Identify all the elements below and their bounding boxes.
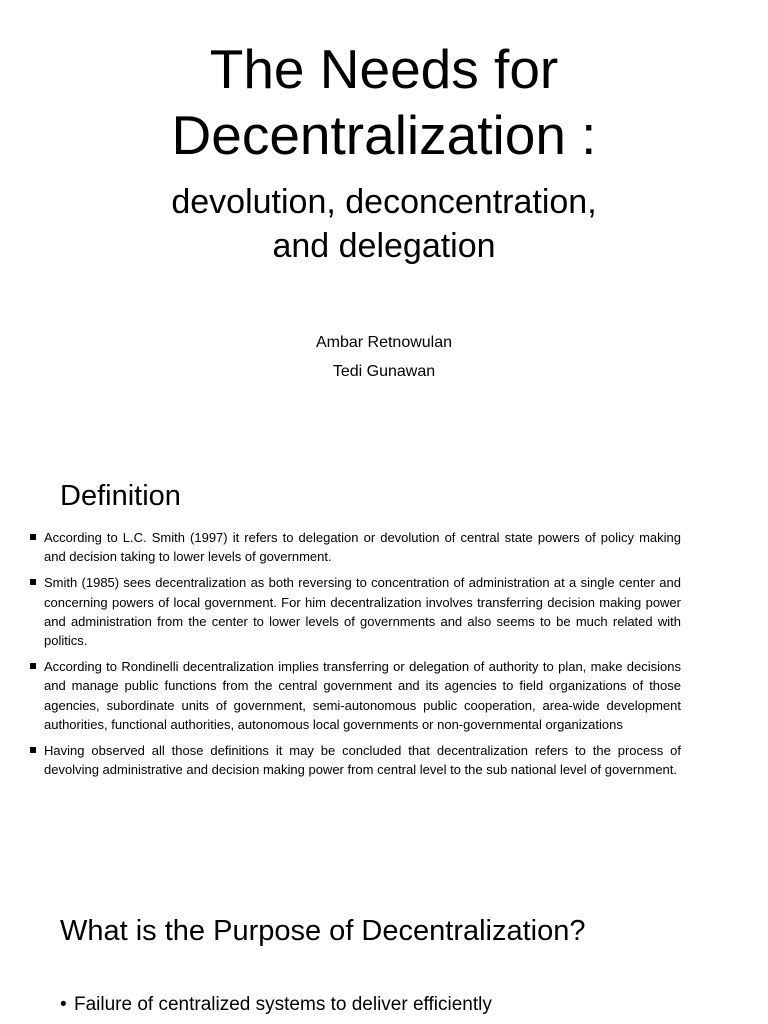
- list-item: [28, 657, 681, 734]
- definition-text: Smith (1985) sees decentralization as both reversing to concentration of administration at a single center and concerning powers of local government. For him decentralization involves transferring decision making power and administration from the center to lower levels of governments and also seems to be much related with politics.: [44, 575, 681, 649]
- subtitle-line-2: and delegation: [272, 227, 496, 265]
- definition-text: Having observed all those definitions it may be concluded that decentralization refers to the process of devolving administrative and decision making power from central level to the sub national level of government.: [44, 743, 681, 778]
- slide-subtitle: [0, 180, 768, 268]
- square-bullet-icon: [30, 534, 36, 540]
- definition-slide: [0, 448, 768, 880]
- list-item: [28, 573, 681, 650]
- author-name: Ambar Retnowulan: [315, 334, 453, 351]
- square-bullet-icon: [30, 663, 36, 669]
- purpose-text: Failure of centralized systems to deliver efficiently: [74, 994, 492, 1015]
- title-slide: [0, 0, 768, 432]
- list-item: [28, 741, 681, 779]
- subtitle-line-1: devolution, deconcentration,: [171, 183, 597, 221]
- title-line-1: The Needs for: [209, 38, 559, 100]
- list-item: [60, 992, 492, 1018]
- definition-text: According to L.C. Smith (1997) it refers to delegation or devolution of central state powers of policy making and decision taking to lower levels of government.: [44, 530, 681, 565]
- title-line-2: Decentralization :: [171, 104, 597, 166]
- slide-title: [0, 36, 768, 168]
- definition-text: According to Rondinelli decentralization implies transferring or delegation of authority to plan, make decisions and manage public functions from the central government and its agencies to field organizations of those agencies, subordinate units of government, semi-autonomous public cooperation, area-wide development authorities, functional authorities, autonomous local governments or non-governmental organizations: [44, 659, 681, 732]
- square-bullet-icon: [30, 747, 36, 753]
- round-bullet-icon: •: [60, 994, 67, 1015]
- purpose-slide: [0, 890, 768, 1024]
- purpose-heading: What is the Purpose of Decentralization?: [60, 915, 586, 947]
- purpose-list: [60, 992, 492, 1018]
- author-name: Tedi Gunawan: [332, 363, 436, 380]
- definition-list: [28, 528, 681, 786]
- list-item: [28, 528, 681, 566]
- author-list: [0, 328, 768, 386]
- square-bullet-icon: [30, 579, 36, 585]
- definition-heading: Definition: [60, 480, 181, 512]
